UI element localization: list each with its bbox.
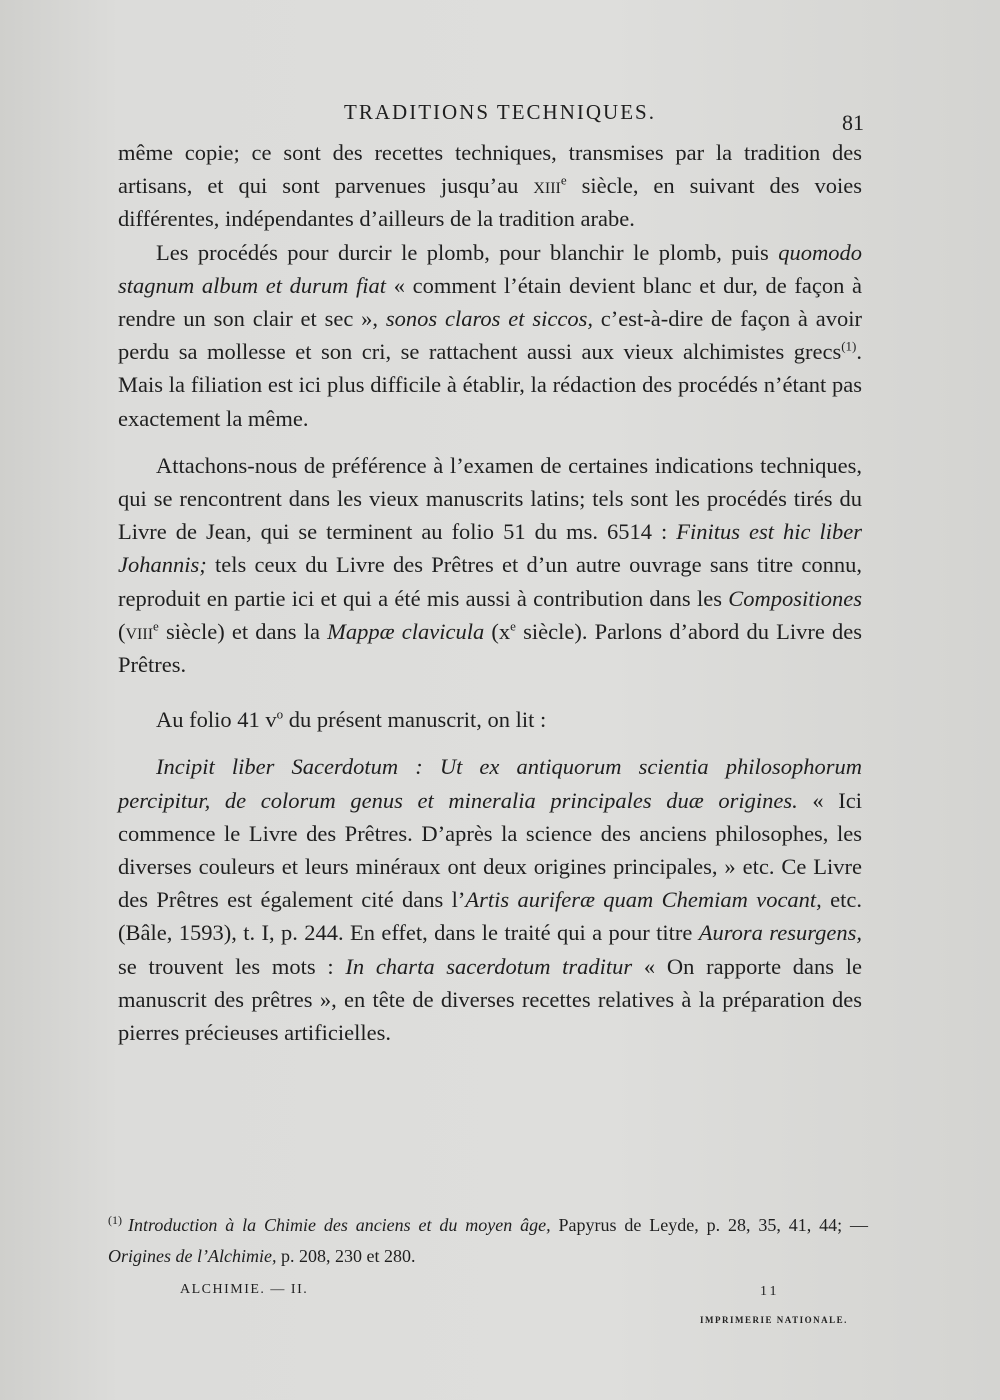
century-numeral: viii bbox=[125, 618, 154, 644]
work-title: Compositiones bbox=[728, 585, 862, 611]
text-run: « comment l’étain devient blanc et dur, de façon à rendre un son clair et sec », bbox=[118, 272, 862, 332]
text-run: c’est-à-dire de façon à avoir perdu sa mollesse et son cri, se rattachent aussi aux vieux alchimistes grecs bbox=[118, 306, 862, 365]
work-title: Origines de l’Alchimie, bbox=[108, 1246, 277, 1266]
text-run: « On rapporte dans le manuscrit des prêtres », en tête de diverses recettes relatives à la préparation des pierres précieuses artificielles. bbox=[118, 953, 862, 1046]
page-number: 81 bbox=[842, 110, 864, 135]
paragraph-5 bbox=[118, 750, 862, 1049]
work-title: Introduction à la Chimie des anciens et du moyen âge, bbox=[128, 1215, 551, 1235]
century-numeral: xiii bbox=[533, 173, 561, 199]
sheet-number: 11 bbox=[760, 1284, 780, 1299]
latin-quote: quomodo stagnum album et durum fiat bbox=[118, 239, 862, 298]
superscript: e bbox=[510, 618, 516, 634]
latin-quote: Incipit liber Sacerdotum : Ut ex antiquorum scientia philosophorum percipitur, de colorum genus et mineralia principales duæ origines. bbox=[118, 754, 862, 813]
printer-imprint: IMPRIMERIE NATIONALE. bbox=[700, 1315, 848, 1325]
superscript: e bbox=[560, 172, 567, 188]
footnote-reference: (1) bbox=[841, 338, 857, 354]
text-run: p. 208, 230 et 280. bbox=[276, 1246, 416, 1266]
text-run: Les procédés pour durcir le plomb, pour blanchir le plomb, puis bbox=[156, 239, 779, 265]
latin-quote: In charta sacerdotum traditur bbox=[345, 953, 633, 979]
text-run: ( bbox=[118, 618, 126, 644]
paragraph-1 bbox=[118, 136, 862, 236]
text-run: tels ceux du Livre des Prêtres et d’un autre ouvrage sans titre connu, reproduit en partie ici et qui a été mis aussi à contribution dans les bbox=[118, 552, 862, 611]
running-head: TRADITIONS TECHNIQUES. bbox=[344, 100, 656, 124]
text-run: etc. (Bâle, 1593), t. I, p. 244. En effet, dans le traité qui a pour titre bbox=[118, 887, 862, 946]
paragraph-4 bbox=[118, 703, 862, 736]
paragraph-3 bbox=[118, 449, 862, 681]
text-run: (x bbox=[484, 618, 511, 644]
text-run: Au folio 41 v bbox=[156, 707, 277, 733]
superscript: e bbox=[153, 618, 159, 634]
text-run: même copie; ce sont des recettes techniques, transmises par la tradition des artisans, et qui sont parvenues jusqu’au bbox=[118, 140, 862, 199]
text-run: du présent manuscrit, on lit : bbox=[283, 707, 547, 733]
paragraph-2 bbox=[118, 236, 862, 435]
text-run: siècle, en suivant des voies différentes, indépendantes d’ailleurs de la tradition arabe. bbox=[118, 173, 863, 232]
text-run: . Mais la filiation est ici plus difficile à établir, la rédaction des procédés n’étant pas exactement la même. bbox=[118, 339, 862, 431]
work-title: Artis auriferæ quam Chemiam vocant, bbox=[465, 887, 822, 913]
work-title: Mappæ clavicula bbox=[327, 618, 485, 644]
text-run: Papyrus de Leyde, p. 28, 35, 41, 44; — bbox=[550, 1215, 868, 1235]
text-run: « Ici commence le Livre des Prêtres. D’après la science des anciens philosophes, les diverses couleurs et leurs minéraux ont deux origines principales, » etc. Ce Livre des Prêtres est également cité dans l’ bbox=[118, 787, 862, 913]
work-title: Aurora resurgens, bbox=[698, 920, 863, 946]
latin-quote: sonos claros et siccos, bbox=[385, 306, 593, 332]
superscript: o bbox=[276, 706, 284, 722]
main-text bbox=[118, 136, 862, 1049]
text-run: siècle) et dans la bbox=[158, 618, 328, 644]
footnote bbox=[108, 1205, 868, 1272]
text-run: se trouvent les mots : bbox=[118, 953, 346, 979]
footnote-mark: (1) bbox=[108, 1213, 122, 1227]
text-run: siècle). Parlons d’abord du Livre des Prêtres. bbox=[118, 618, 862, 678]
latin-quote: Finitus est hic liber Johannis; bbox=[118, 519, 862, 578]
signature-mark: ALCHIMIE. — II. bbox=[180, 1282, 309, 1297]
text-run: Attachons-nous de préférence à l’examen de certaines indications techniques, qui se rencontrent dans les vieux manuscrits latins; tels sont les procédés tirés du Livre de Jean, qui se terminent au folio 51 du ms. 6514 : bbox=[118, 452, 862, 545]
